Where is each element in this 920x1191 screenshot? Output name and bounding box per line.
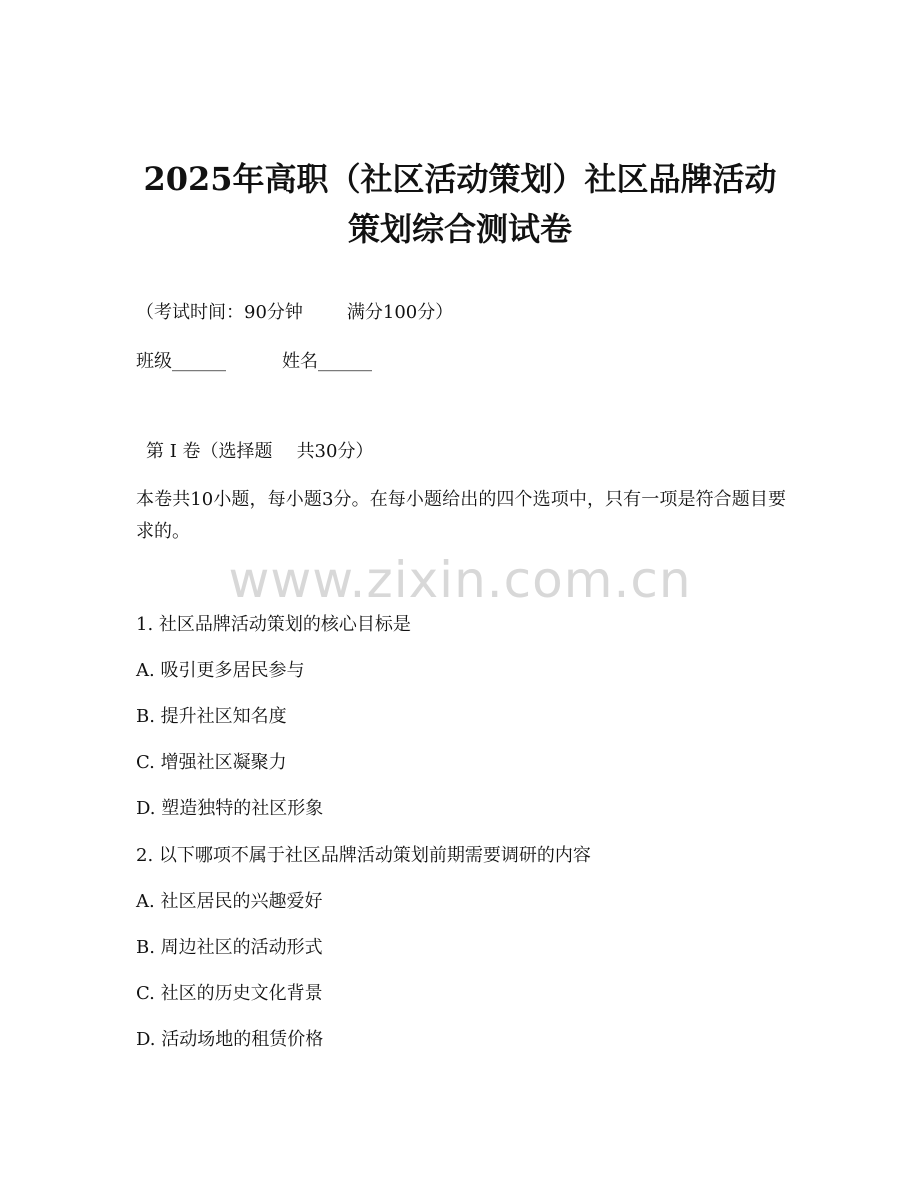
question-2-option-b: B. 周边社区的活动形式 <box>136 937 323 958</box>
exam-time: （考试时间：90分钟 <box>136 302 303 323</box>
name-field: 姓名______ <box>282 351 372 372</box>
section-heading <box>146 439 373 465</box>
student-fields <box>136 349 372 375</box>
instructions: 本卷共10小题，每小题3分。在每小题给出的四个选项中，只有一项是符合题目要求的。 <box>136 489 786 542</box>
watermark: www.zixin.com.cn <box>228 551 692 609</box>
doc-title-line-1: 2025年高职（社区活动策划）社区品牌活动 <box>143 160 777 198</box>
question-1-option-c: C. 增强社区凝聚力 <box>136 752 287 773</box>
question-2-option-d: D. 活动场地的租赁价格 <box>136 1029 324 1050</box>
question-1-option-a: A. 吸引更多居民参与 <box>136 660 305 681</box>
question-2-option-a: A. 社区居民的兴趣爱好 <box>136 891 323 912</box>
question-1-stem: 1. 社区品牌活动策划的核心目标是 <box>136 614 411 635</box>
question-1-option-b: B. 提升社区知名度 <box>136 706 287 727</box>
question-1-option-d: D. 塑造独特的社区形象 <box>136 798 324 819</box>
question-2-stem: 2. 以下哪项不属于社区品牌活动策划前期需要调研的内容 <box>136 845 591 866</box>
section-points: 共30分） <box>296 441 374 462</box>
exam-info <box>136 300 453 326</box>
section-label: 第 Ⅰ 卷（选择题 <box>146 441 273 462</box>
question-2-option-c: C. 社区的历史文化背景 <box>136 983 323 1004</box>
exam-full-score: 满分100分） <box>346 302 454 323</box>
class-field: 班级______ <box>136 351 226 372</box>
doc-title-line-2: 策划综合测试卷 <box>347 210 572 248</box>
